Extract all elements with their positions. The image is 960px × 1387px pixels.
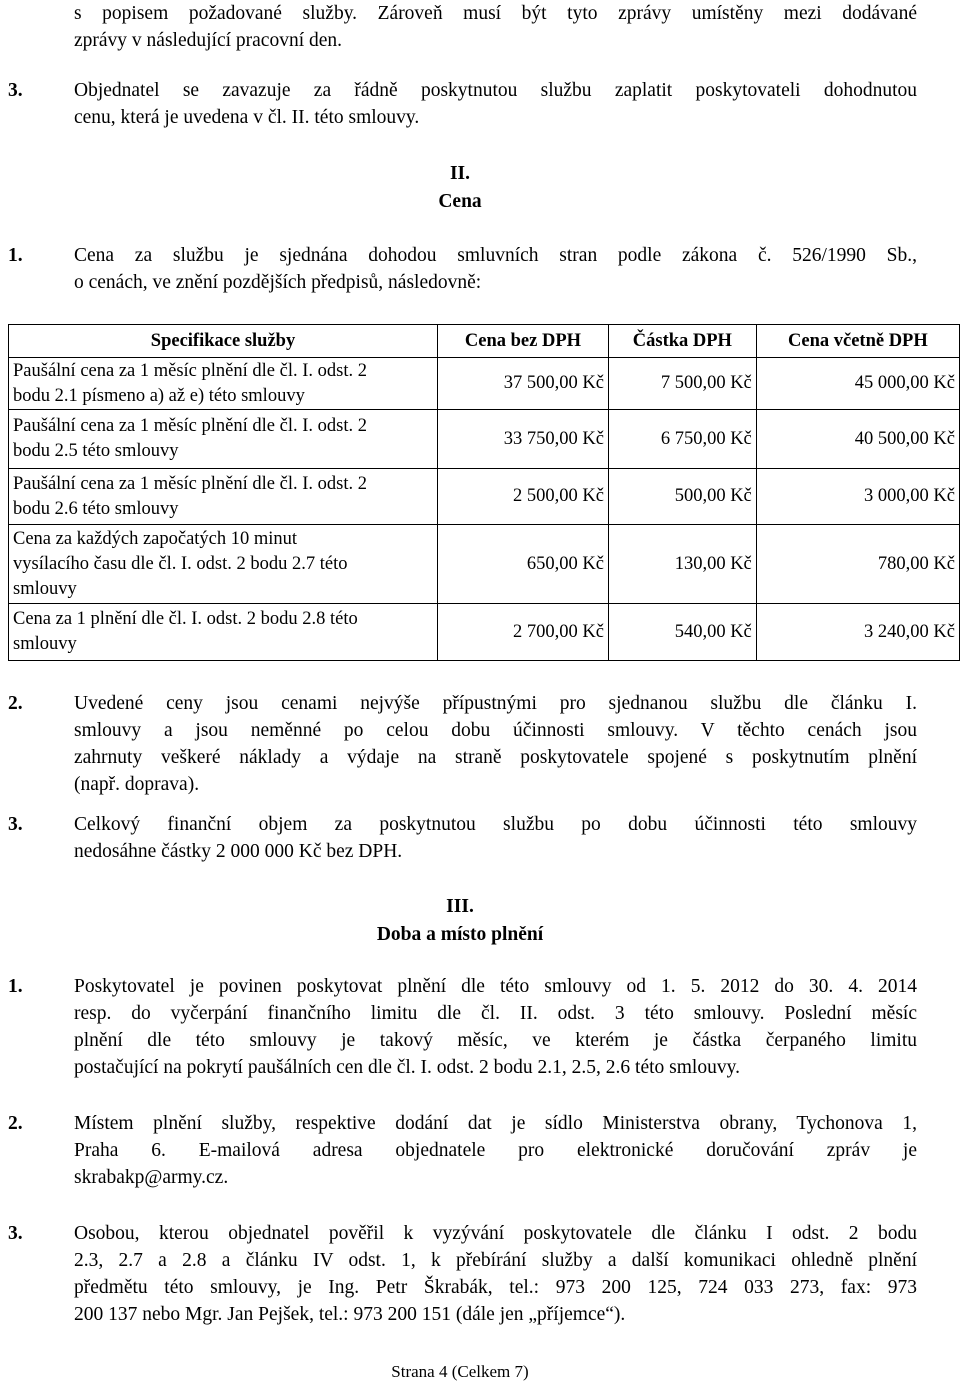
text-line: postačující na pokrytí paušálních cen dle čl. I. odst. 2 bodu 2.1, 2.5, 2.6 této smlouvy. <box>74 1057 740 1078</box>
intro-paragraph <box>74 0 917 54</box>
total-volume-paragraph <box>74 811 917 865</box>
table-row <box>9 469 960 525</box>
description-line: bodu 2.1 písmeno a) až e) této smlouvy <box>13 385 305 406</box>
price-table <box>8 324 960 661</box>
description-line: bodu 2.6 této smlouvy <box>13 498 179 519</box>
text-line: zprávy v následující pracovní den. <box>74 30 343 51</box>
vat-amount: 6 750,00 Kč <box>608 410 756 469</box>
text-line: Uvedené ceny jsou cenami nejvýše přípustnými pro sjednanou službu dle článku I. <box>74 693 917 714</box>
text-line: 2.3, 2.7 a 2.8 a článku IV odst. 1, k přebírání služby a další komunikaci ohledně plnění <box>74 1250 917 1271</box>
text-line: Objednatel se zavazuje za řádně poskytnutou službu zaplatit poskytovateli dohodnutou <box>74 80 917 101</box>
paragraph-number: 3. <box>8 80 23 101</box>
paragraph-number: 2. <box>8 1113 23 1134</box>
text-line: Cena za službu je sjednána dohodou smluvních stran podle zákona č. 526/1990 Sb., <box>74 245 917 266</box>
service-description <box>9 525 438 604</box>
table-row <box>9 410 960 469</box>
service-description <box>9 358 438 410</box>
table-row <box>9 604 960 661</box>
description-line: smlouvy <box>13 634 77 654</box>
price-with-vat: 45 000,00 Kč <box>756 358 959 410</box>
section-numeral: II. <box>449 163 471 184</box>
paragraph-number: 3. <box>8 814 23 835</box>
contact-person-paragraph <box>74 1220 917 1328</box>
vat-amount: 7 500,00 Kč <box>608 358 756 410</box>
price-without-vat: 33 750,00 Kč <box>438 410 609 469</box>
text-line: 200 137 nebo Mgr. Jan Pejšek, tel.: 973 200 151 (dále jen „příjemce“). <box>74 1304 626 1325</box>
description-line: Cena za každých započatých 10 minut <box>13 528 298 549</box>
text-line: resp. do vyčerpání finančního limitu dle čl. II. odst. 3 této smlouvy. Poslední měsíc <box>74 1003 917 1024</box>
column-header: Částka DPH <box>608 325 756 358</box>
price-without-vat: 37 500,00 Kč <box>438 358 609 410</box>
text-line: plnění dle této smlouvy je takový měsíc, ve kterém je částka čerpaného limitu <box>74 1030 917 1051</box>
text-line: Osobou, kterou objednatel pověřil k vyzývání poskytovatele dle článku I odst. 2 bodu <box>74 1223 917 1244</box>
text-line: cenu, která je uvedena v čl. II. této smlouvy. <box>74 107 420 128</box>
section-title: Doba a místo plnění <box>376 924 544 945</box>
service-description <box>9 469 438 525</box>
price-with-vat: 780,00 Kč <box>756 525 959 604</box>
text-line: Praha 6. E-mailová adresa objednatele pro elektronické doručování zpráv je <box>74 1140 917 1161</box>
column-header: Cena včetně DPH <box>756 325 959 358</box>
table-row <box>9 358 960 410</box>
section-numeral: III. <box>446 896 474 917</box>
text-line: skrabakp@army.cz. <box>74 1167 229 1188</box>
text-line: (např. doprava). <box>74 774 200 795</box>
max-price-paragraph <box>74 690 917 798</box>
vat-amount: 500,00 Kč <box>608 469 756 525</box>
text-line: předmětu této smlouvy, je Ing. Petr Škrabák, tel.: 973 200 125, 724 033 273, fax: 973 <box>74 1277 917 1298</box>
text-line: nedosáhne částky 2 000 000 Kč bez DPH. <box>74 841 403 862</box>
description-line: vysílacího času dle čl. I. odst. 2 bodu 2.7 této <box>13 553 348 574</box>
table-row <box>9 525 960 604</box>
service-description <box>9 604 438 661</box>
text-line: zahrnuty veškeré náklady a výdaje na straně poskytovatele spojené s poskytnutím plnění <box>74 747 917 768</box>
text-line: s popisem požadované služby. Zároveň musí být tyto zprávy umístěny mezi dodávané <box>74 3 917 24</box>
price-without-vat: 2 500,00 Kč <box>438 469 609 525</box>
term-paragraph <box>74 973 917 1081</box>
vat-amount: 130,00 Kč <box>608 525 756 604</box>
price-without-vat: 2 700,00 Kč <box>438 604 609 661</box>
price-with-vat: 3 000,00 Kč <box>756 469 959 525</box>
place-paragraph <box>74 1110 917 1191</box>
price-with-vat: 40 500,00 Kč <box>756 410 959 469</box>
description-line: Paušální cena za 1 měsíc plnění dle čl. I. odst. 2 <box>13 473 367 494</box>
price-with-vat: 3 240,00 Kč <box>756 604 959 661</box>
text-line: Místem plnění služby, respektive dodání dat je sídlo Ministerstva obrany, Tychonova 1, <box>74 1113 917 1134</box>
price-without-vat: 650,00 Kč <box>438 525 609 604</box>
description-line: Cena za 1 plnění dle čl. I. odst. 2 bodu 2.8 této <box>13 609 358 629</box>
page-footer: Strana 4 (Celkem 7) <box>391 1362 529 1381</box>
text-line: Poskytovatel je povinen poskytovat plnění dle této smlouvy od 1. 5. 2012 do 30. 4. 2014 <box>74 976 917 997</box>
service-description <box>9 410 438 469</box>
section-title: Cena <box>438 191 482 212</box>
paragraph-number: 1. <box>8 976 23 997</box>
paragraph-number: 2. <box>8 693 23 714</box>
paragraph-number: 1. <box>8 245 23 266</box>
price-agreement-paragraph <box>74 242 917 296</box>
text-line: o cenách, ve znění pozdějších předpisů, následovně: <box>74 272 482 293</box>
paragraph-number: 3. <box>8 1223 23 1244</box>
vat-amount: 540,00 Kč <box>608 604 756 661</box>
table-header-row <box>9 325 960 358</box>
description-line: Paušální cena za 1 měsíc plnění dle čl. I. odst. 2 <box>13 416 367 436</box>
description-line: smlouvy <box>13 578 77 599</box>
description-line: bodu 2.5 této smlouvy <box>13 441 179 461</box>
text-line: smlouvy a jsou neměnné po celou dobu účinnosti smlouvy. V těchto cenách jsou <box>74 720 917 741</box>
column-header: Specifikace služby <box>9 325 438 358</box>
payment-obligation-paragraph <box>74 77 917 131</box>
description-line: Paušální cena za 1 měsíc plnění dle čl. I. odst. 2 <box>13 360 367 381</box>
text-line: Celkový finanční objem za poskytnutou službu po dobu účinnosti této smlouvy <box>74 814 917 835</box>
column-header: Cena bez DPH <box>438 325 609 358</box>
